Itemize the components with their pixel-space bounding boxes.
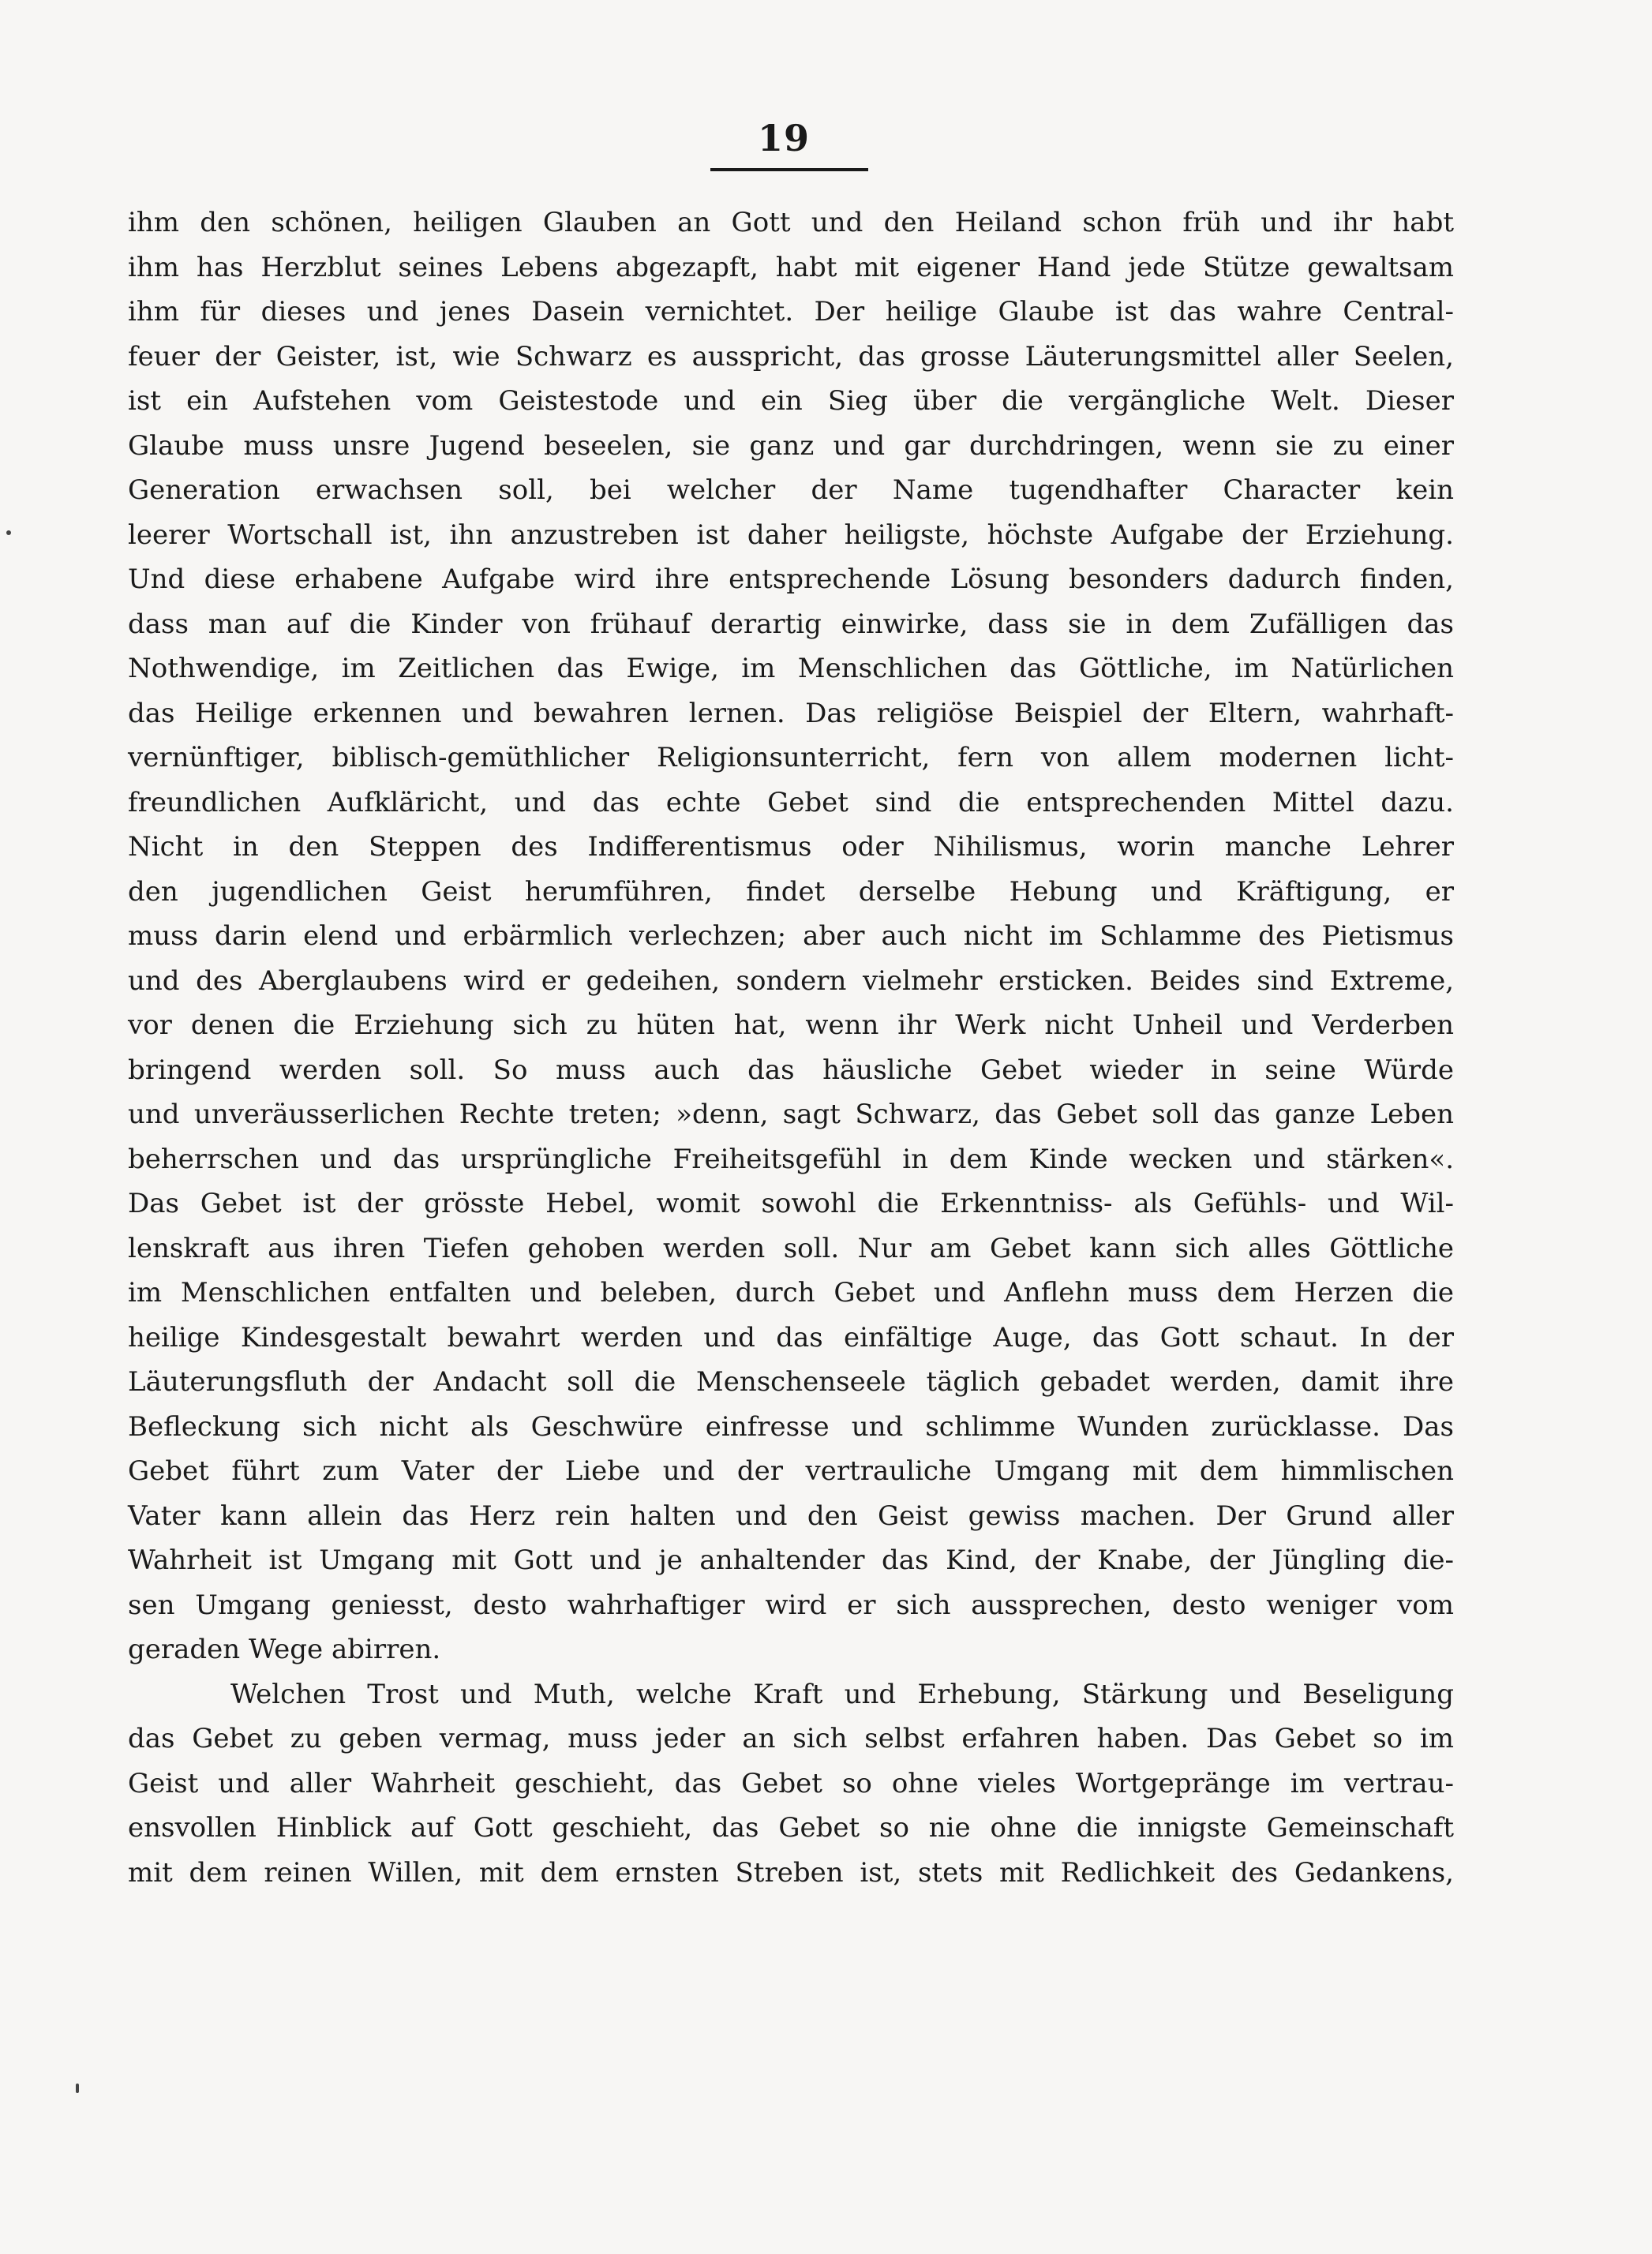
margin-speck xyxy=(6,530,11,535)
header-rule xyxy=(710,168,868,171)
text-line: das Heilige erkennen und bewahren lernen. Das religiöse Beispiel der Eltern, wahrhaft- xyxy=(128,697,1454,729)
text-line: Glaube muss unsre Jugend beseelen, sie ganz und gar durchdringen, wenn sie zu einer xyxy=(128,429,1454,462)
text-line: vor denen die Erziehung sich zu hüten hat, wenn ihr Werk nicht Unheil und Verderben xyxy=(128,1009,1454,1041)
text-line: ist ein Aufstehen vom Geistestode und ein Sieg über die vergängliche Welt. Dieser xyxy=(128,385,1454,417)
text-line: bringend werden soll. So muss auch das häusliche Gebet wieder in seine Würde xyxy=(128,1054,1454,1086)
text-line: ihm den schönen, heiligen Glauben an Gott und den Heiland schon früh und ihr habt xyxy=(128,207,1454,238)
text-line: Geist und aller Wahrheit geschieht, das Gebet so ohne vieles Wortgepränge im vertrau- xyxy=(128,1767,1454,1799)
text-line: Wahrheit ist Umgang mit Gott und je anhaltender das Kind, der Knabe, der Jüngling die- xyxy=(128,1544,1454,1576)
page-number: 19 xyxy=(758,117,811,159)
text-line: leerer Wortschall ist, ihn anzustreben ist daher heiligste, höchste Aufgabe der Erziehung. xyxy=(128,519,1454,551)
text-line: heilige Kindesgestalt bewahrt werden und das einfältige Auge, das Gott schaut. In der xyxy=(128,1321,1454,1354)
text-line: das Gebet zu geben vermag, muss jeder an sich selbst erfahren haben. Das Gebet so im xyxy=(128,1723,1454,1754)
text-line: muss darin elend und erbärmlich verlechzen; aber auch nicht im Schlamme des Pietismus xyxy=(128,920,1454,952)
text-line: Und diese erhabene Aufgabe wird ihre entsprechende Lösung besonders dadurch finden, xyxy=(128,564,1454,595)
text-line: Nothwendige, im Zeitlichen das Ewige, im Menschlichen das Göttliche, im Natürlichen xyxy=(128,653,1454,684)
text-line: Befleckung sich nicht als Geschwüre einfresse und schlimme Wunden zurücklasse. Das xyxy=(128,1410,1454,1443)
text-line: Läuterungsfluth der Andacht soll die Menschenseele täglich gebadet werden, damit ihre xyxy=(128,1366,1454,1398)
text-line: den jugendlichen Geist herumführen, findet derselbe Hebung und Kräftigung, er xyxy=(128,875,1454,908)
text-line: ensvollen Hinblick auf Gott geschieht, das Gebet so nie ohne die innigste Gemeinschaft xyxy=(128,1812,1454,1844)
text-line: geraden Wege abirren. xyxy=(128,1634,441,1665)
text-line: Nicht in den Steppen des Indifferentismus oder Nihilismus, worin manche Lehrer xyxy=(128,831,1454,863)
margin-speck xyxy=(76,2084,79,2093)
text-line: vernünftiger, biblisch-gemüthlicher Religionsunterricht, fern von allem modernen licht- xyxy=(128,742,1454,773)
text-line: und unveräusserlichen Rechte treten; »denn, sagt Schwarz, das Gebet soll das ganze Leben xyxy=(128,1099,1454,1130)
text-line: ihm has Herzblut seines Lebens abgezapft, habt mit eigener Hand jede Stütze gewaltsam xyxy=(128,251,1454,283)
text-line: Gebet führt zum Vater der Liebe und der vertrauliche Umgang mit dem himmlischen xyxy=(128,1455,1454,1487)
text-line: beherrschen und das ursprüngliche Freiheitsgefühl in dem Kinde wecken und stärken«. xyxy=(128,1143,1454,1175)
text-line: und des Aberglaubens wird er gedeihen, sondern vielmehr ersticken. Beides sind Extreme, xyxy=(128,964,1454,997)
text-line: Welchen Trost und Muth, welche Kraft und Erhebung, Stärkung und Beseligung xyxy=(230,1678,1454,1710)
text-line: ihm für dieses und jenes Dasein vernichtet. Der heilige Glaube ist das wahre Central- xyxy=(128,296,1454,328)
body-text xyxy=(128,200,1454,1895)
text-line: freundlichen Aufkläricht, und das echte Gebet sind die entsprechenden Mittel dazu. xyxy=(128,786,1454,818)
text-line: lenskraft aus ihren Tiefen gehoben werden soll. Nur am Gebet kann sich alles Göttliche xyxy=(128,1232,1454,1264)
text-line: feuer der Geister, ist, wie Schwarz es ausspricht, das grosse Läuterungsmittel aller Seelen, xyxy=(128,340,1454,373)
text-line: sen Umgang geniesst, desto wahrhaftiger wird er sich aussprechen, desto weniger vom xyxy=(128,1589,1454,1621)
text-line: dass man auf die Kinder von frühauf derartig einwirke, dass sie in dem Zufälligen das xyxy=(128,608,1454,640)
text-line: Das Gebet ist der grösste Hebel, womit sowohl die Erkenntniss- als Gefühls- und Wil- xyxy=(128,1188,1454,1219)
text-line: mit dem reinen Willen, mit dem ernsten Streben ist, stets mit Redlichkeit des Gedankens, xyxy=(128,1856,1454,1889)
text-line: im Menschlichen entfalten und beleben, durch Gebet und Anflehn muss dem Herzen die xyxy=(128,1277,1454,1309)
text-line: Generation erwachsen soll, bei welcher der Name tugendhafter Character kein xyxy=(128,474,1454,506)
text-line: Vater kann allein das Herz rein halten und den Geist gewiss machen. Der Grund aller xyxy=(128,1500,1454,1532)
